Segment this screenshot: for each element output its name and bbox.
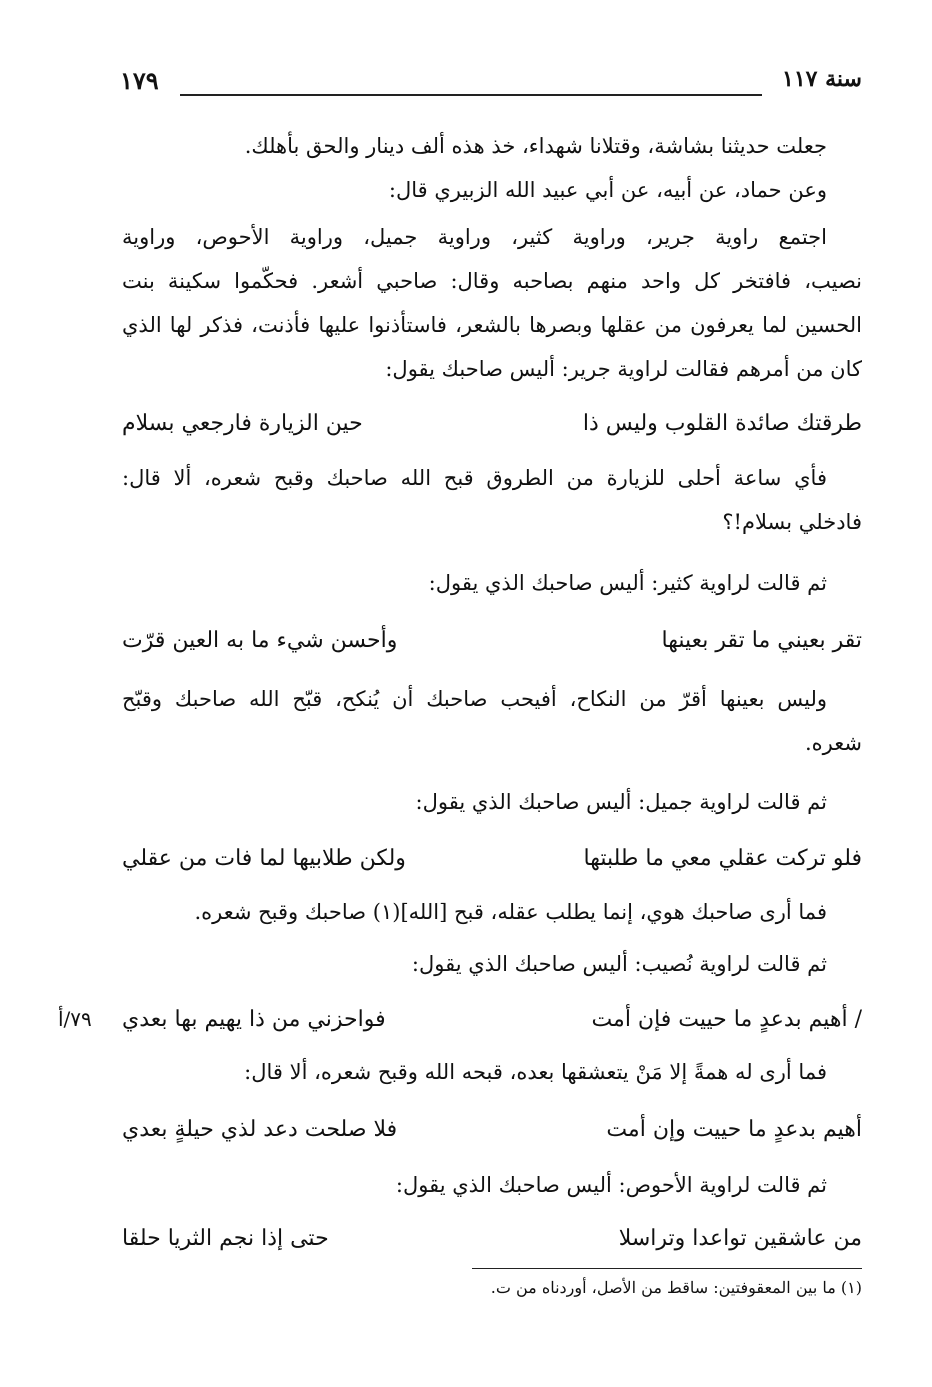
paragraph-line: فما أرى له همةً إلا مَنْ يتعشقها بعده، قبحه الله وقبح شعره، ألا قال: — [244, 1060, 827, 1084]
verse-first-hemistich: من عاشقين تواعدا وتراسلا — [618, 1226, 862, 1251]
paragraph-line: الحسين لما يعرفون من عقلها وبصرها بالشعر، فاستأذنوا عليها فأذنت، فذكر لها الذي — [122, 313, 862, 337]
header-rule — [180, 94, 762, 96]
verse-first-hemistich: تقر بعيني ما تقر بعينها — [661, 628, 862, 653]
verse-line — [122, 408, 862, 440]
footnote: (١) ما بين المعقوفتين: ساقط من الأصل، أوردناه من ت. — [490, 1278, 862, 1297]
verse-second-hemistich: حتى إذا نجم الثريا حلقا — [122, 1226, 329, 1251]
paragraph-line: وعن حماد، عن أبيه، عن أبي عبيد الله الزبيري قال: — [388, 178, 827, 202]
verse-second-hemistich: فواحزني من ذا يهيم بها بعدي — [122, 1007, 386, 1032]
paragraph-line: ثم قالت لراوية الأحوص: أليس صاحبك الذي يقول: — [395, 1173, 827, 1197]
paragraph-line: كان من أمرهم فقالت لراوية جرير: أليس صاحبك يقول: — [385, 357, 862, 381]
verse-first-hemistich: طرقتك صائدة القلوب وليس ذا — [582, 411, 862, 436]
paragraph-line: جعلت حديثنا بشاشة، وقتلانا شهداء، خذ هذه ألف دينار والحق بأهلك. — [244, 134, 827, 158]
paragraph-line: فادخلي بسلام!؟ — [722, 510, 862, 534]
verse-line — [122, 1223, 862, 1255]
paragraph-line: ثم قالت لراوية نُصيب: أليس صاحبك الذي يقول: — [411, 952, 827, 976]
paragraph-line: ثم قالت لراوية جميل: أليس صاحبك الذي يقول: — [415, 790, 827, 814]
paragraph-line: اجتمع راوية جرير، وراوية كثير، وراوية جميل، وراوية الأحوص، وراوية — [122, 225, 827, 249]
page-number: ١٧٩ — [120, 66, 159, 95]
paragraph-line: فأي ساعة أحلى للزيارة من الطروق قبح الله صاحبك وقبح شعره، ألا قال: — [122, 466, 827, 490]
paragraph-line: نصيب، فافتخر كل واحد منهم بصاحبه وقال: صاحبي أشعر. فحكّموا سكينة بنت — [122, 269, 862, 293]
footnote-rule — [472, 1268, 862, 1269]
verse-second-hemistich: فلا صلحت دعد لذي حيلةٍ بعدي — [122, 1117, 398, 1142]
verse-first-hemistich: / أهيم بدعدٍ ما حييت فإن أمت — [591, 1007, 862, 1032]
manuscript-folio-ref: ٧٩/أ — [58, 1007, 92, 1031]
verse-second-hemistich: حين الزيارة فارجعي بسلام — [122, 411, 363, 436]
page-header — [120, 66, 862, 106]
running-head: سنة ١١٧ — [782, 66, 862, 92]
verse-line — [122, 843, 862, 875]
verse-second-hemistich: وأحسن شيء ما به العين قرّت — [122, 628, 398, 653]
verse-line — [122, 625, 862, 657]
paragraph-line: شعره. — [805, 731, 862, 755]
verse-second-hemistich: ولكن طلابيها لما فات من عقلي — [122, 846, 406, 871]
verse-first-hemistich: أهيم بدعدٍ ما حييت وإن أمت — [606, 1117, 862, 1142]
verse-line — [122, 1114, 862, 1146]
paragraph-line: وليس بعينها أقرّ من النكاح، أفيحب صاحبك أن يُنكح، قبّح الله صاحبك وقبّح — [122, 687, 827, 711]
paragraph-line: ثم قالت لراوية كثير: أليس صاحبك الذي يقول: — [428, 571, 827, 595]
verse-first-hemistich: فلو تركت عقلي معي ما طلبتها — [583, 846, 862, 871]
verse-line — [122, 1004, 862, 1036]
paragraph-line: فما أرى صاحبك هوي، إنما يطلب عقله، قبح [الله](١) صاحبك وقبح شعره. — [194, 900, 827, 924]
